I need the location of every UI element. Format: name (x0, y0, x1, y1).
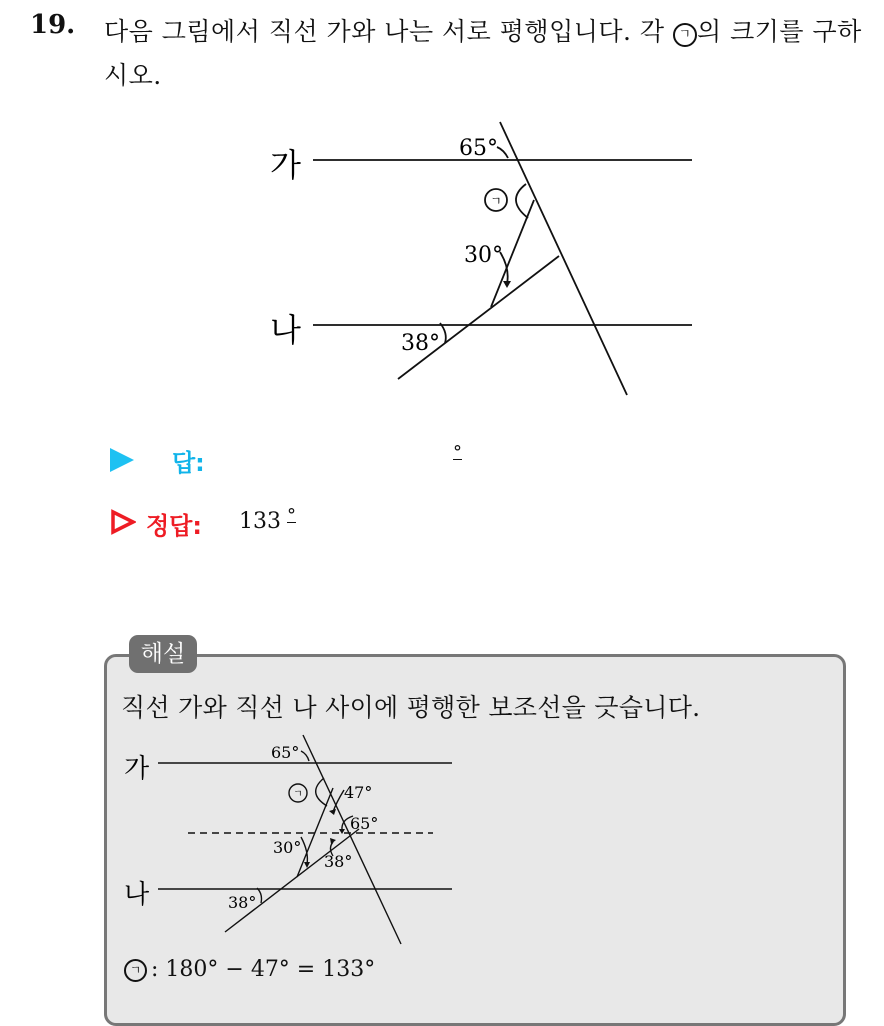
angle-label-30: 30° (464, 243, 503, 268)
question-text-part2: 의 크기를 구하시오. (104, 17, 862, 90)
circle-angle-marker: ㄱ (673, 23, 697, 47)
exp-angle-marker-giyeok: ㄱ (293, 789, 303, 800)
explanation-text: 직선 가와 직선 나 사이에 평행한 보조선을 긋습니다. (121, 693, 701, 722)
exp-label-ga: 가 (124, 754, 150, 784)
exp-angle-30: 30° (273, 838, 302, 857)
angle-marker-giyeok: ㄱ (490, 194, 502, 208)
calculation (124, 957, 375, 982)
exp-angle-38-bottom: 38° (228, 893, 257, 912)
explanation-tag: 해설 (129, 635, 197, 673)
correct-label: 정답: (146, 512, 202, 540)
label-ga: 가 (270, 146, 301, 184)
calc-circle-marker: ㄱ (124, 959, 147, 982)
correct-unit: ° (287, 505, 296, 526)
answer-label: 답: (172, 449, 205, 477)
question-text-part1: 다음 그림에서 직선 가와 나는 서로 평행입니다. 각 (104, 17, 674, 46)
exp-arc-38-bottom (257, 888, 262, 903)
exp-transversal-line (303, 735, 401, 944)
correct-value: 133 (239, 509, 281, 534)
answer-unit: ° (453, 442, 462, 463)
exp-angle-47: 47° (344, 783, 373, 802)
angle-label-65: 65° (459, 136, 498, 161)
exp-angle-38-mid: 38° (324, 852, 353, 871)
exp-angle-65-mid: 65° (350, 814, 379, 833)
exp-arc-65-top (301, 751, 309, 761)
calc-text: : 180° − 47° = 133° (151, 957, 376, 982)
label-na: 나 (270, 311, 301, 349)
exp-label-na: 나 (124, 880, 150, 910)
exp-angle-65-top: 65° (271, 743, 300, 762)
angle-label-38: 38° (401, 331, 440, 356)
exp-arrowhead-47 (329, 809, 336, 815)
question-number: 19. (30, 10, 76, 40)
